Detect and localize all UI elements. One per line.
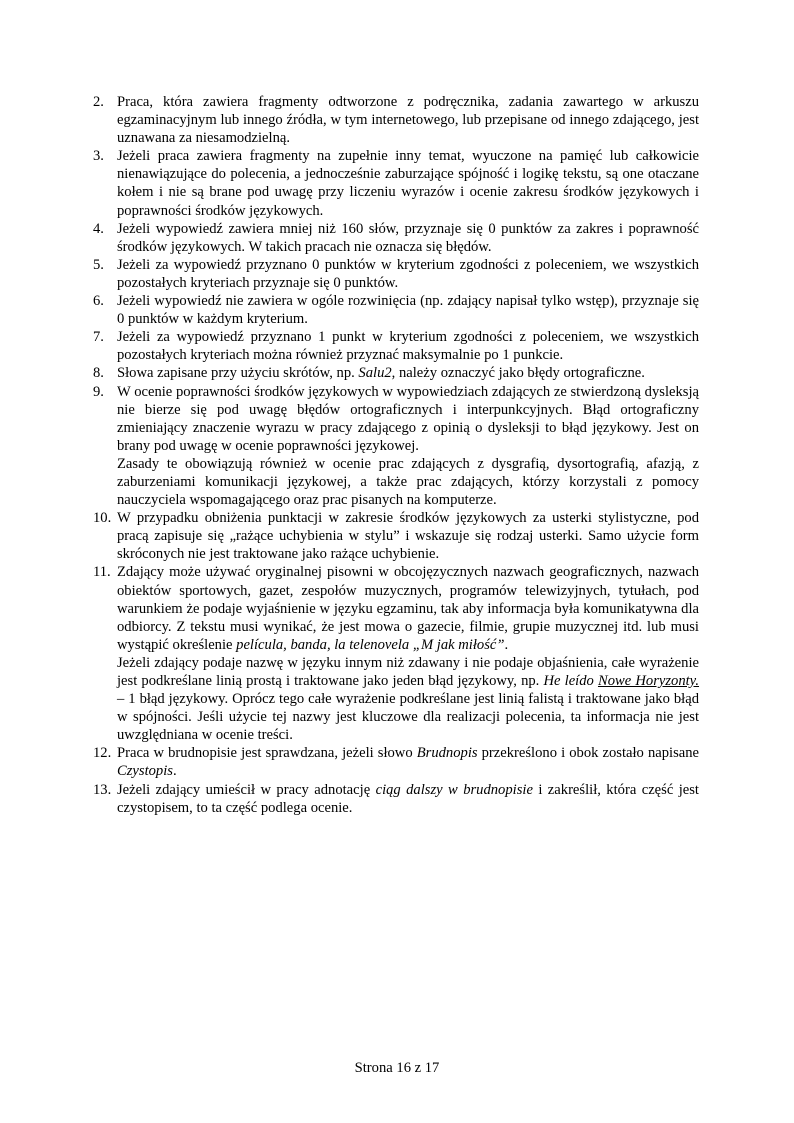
item-text-continued: Zasady te obowiązują również w ocenie prac zdających z dysgrafią, dysortografią, afazją, z zaburzeniami komunikacji językowej, a także prac zdających, którzy korzystali z pomocy nauczyciela wspomagającego oraz prac pisanych na komputerze. [117,455,699,509]
list-item [93,93,699,147]
rules-list [93,93,699,817]
text-run: Jeżeli zdający umieścił w pracy adnotację [117,781,376,798]
item-text: Praca, która zawiera fragmenty odtworzone z podręcznika, zadania zawartego w arkuszu egzaminacyjnym lub innego źródła, w tym internetowego, lub przepisane od innego zdającego, jest uznawana za niesamodzielną. [117,94,699,147]
underlined-example: Nowe Horyzonty. [597,673,700,689]
item-number: 12. [93,745,112,762]
text-run: przekreślono i obok zostało napisane [477,745,699,762]
item-number: 5. [93,256,104,273]
item-text [117,781,699,817]
text-run: , należy oznaczyć jako błędy ortograficzne. [391,365,645,382]
list-item [93,509,699,563]
text-run: Słowa zapisane przy użyciu skrótów, np. [117,365,359,382]
item-number: 10. [93,510,112,527]
italic-example: He leído [543,673,598,689]
text-run: – 1 błąd językowy. Oprócz tego całe wyrażenie podkreślane jest linią falistą i traktowane jako błąd w spójności. Jeśli użycie tej nazwy jest kluczowe dla realizacji polecenia, ta informacja nie jest uwzględniana w ocenie treści. [117,691,699,744]
list-item [93,781,699,817]
text-run: . [172,763,177,780]
text-run: Praca w brudnopisie jest sprawdzana, jeżeli słowo [117,745,417,762]
list-item [93,744,699,780]
italic-example: película, banda, la telenovela „M jak miłość” [236,636,505,653]
list-item [93,220,699,256]
list-item [93,328,699,364]
item-number: 13. [93,781,112,798]
item-number: 2. [93,94,104,110]
item-text: Jeżeli wypowiedź zawiera mniej niż 160 słów, przyznaje się 0 punktów za zakres i poprawność środków językowych. W takich pracach nie oznacza się błędów. [117,220,699,255]
list-item [93,383,699,510]
item-text [117,744,699,780]
item-text: W przypadku obniżenia punktacji w zakresie środków językowych za usterki stylistyczne, pod pracą zapisuje się „rażące uchybienia w stylu” i wskazuje się rodzaj usterki. Samo użycie form skróconych nie jest traktowane jako rażące uchybienie. [117,510,699,563]
list-item [93,147,699,219]
item-number: 9. [93,383,104,400]
italic-example: Salu2 [358,365,392,382]
item-number: 3. [93,148,104,165]
item-text: Jeżeli wypowiedź nie zawiera w ogóle rozwinięcia (np. zdający napisał tylko wstęp), przyznaje się 0 punktów w każdym kryterium. [117,293,699,328]
list-item [93,364,699,382]
item-number: 6. [93,293,104,310]
item-text [117,563,699,653]
item-text: Jeżeli praca zawiera fragmenty na zupełnie inny temat, wyuczone na pamięć lub całkowicie nienawiązujące do polecenia, a jednocześnie zaburzające spójność i logikę tekstu, są one otaczane kołem i nie są brane pod uwagę przy liczeniu wyrazów i ocenie zakresu środków językowych i poprawności środków językowych. [117,148,699,219]
italic-example: ciąg dalszy w brudnopisie [375,781,533,798]
item-text: W ocenie poprawności środków językowych w wypowiedziach zdających ze stwierdzoną dysleksją nie bierze się pod uwagę błędów ortograficznych i interpunkcyjnych. Błąd ortograficzny zmieniający znaczenie wyrazu w pracy zdającego z opinią o dysleksji to błąd językowy. Jest on brany pod uwagę w ocenie poprawności językowej. [117,383,699,454]
text-run: . [504,636,509,653]
item-number: 4. [93,220,104,237]
item-text [117,364,699,382]
italic-example: Brudnopis [416,745,478,762]
text-run: Jeżeli zdający podaje nazwę w języku innym niż zdawany i nie podaje objaśnienia, całe wyrażenie jest podkreślane linią prostą i traktowane jako jeden błąd językowy, np. [117,654,699,689]
item-number: 7. [93,329,104,346]
text-run: Zdający może używać oryginalnej pisowni w obcojęzycznych nazwach geograficznych, nazwach obiektów sportowych, gazet, zespołów muzycznych, programów telewizyjnych, tytułach, pod warunkiem że podaje wyjaśnienie w języku egzaminu, tak aby informacja była komunikatywna dla odbiorcy. Z tekstu musi wynikać, że jest mowa o gazecie, filmie, grupie muzycznej itd. lub musi wystąpić określenie [117,564,699,653]
item-text: Jeżeli za wypowiedź przyznano 1 punkt w kryterium zgodności z poleceniem, we wszystkich pozostałych kryteriach można również przyznać maksymalnie po 1 punkcie. [117,329,699,364]
item-number: 8. [93,365,104,382]
page-number-footer: Strona 16 z 17 [354,1060,440,1076]
item-text-continued [117,654,699,744]
text-run: i zakreślił, która część jest czystopisem, to ta część podlega ocenie. [117,781,699,816]
list-item [93,563,699,744]
list-item [93,292,699,328]
list-item [93,256,699,292]
item-text: Jeżeli za wypowiedź przyznano 0 punktów w kryterium zgodności z poleceniem, we wszystkich pozostałych kryteriach przyznaje się 0 punktów. [117,256,699,291]
item-number: 11. [93,564,111,581]
italic-example: Czystopis [117,763,173,780]
